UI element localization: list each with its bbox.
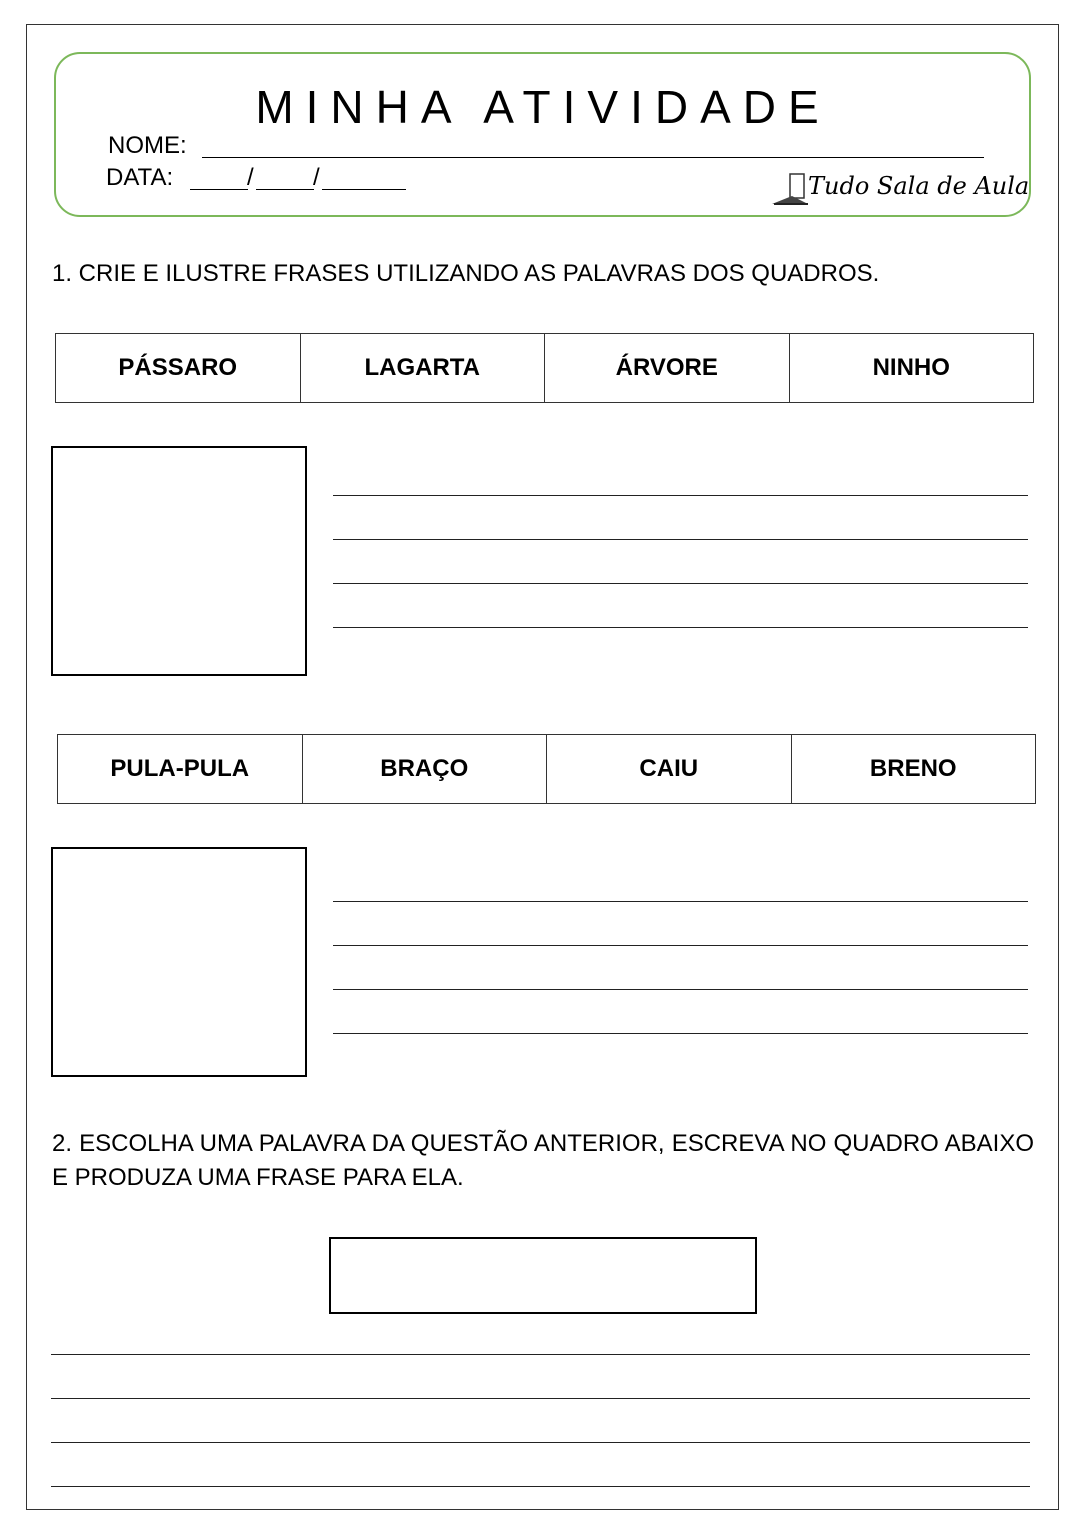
writing-line[interactable] bbox=[51, 1354, 1030, 1355]
book-icon bbox=[770, 170, 810, 208]
word-cell: CAIU bbox=[547, 735, 792, 804]
writing-line[interactable] bbox=[333, 495, 1028, 496]
word-table-1 bbox=[55, 333, 1034, 403]
date-year-field[interactable] bbox=[322, 189, 406, 190]
writing-line[interactable] bbox=[333, 1033, 1028, 1034]
writing-line[interactable] bbox=[333, 627, 1028, 628]
question-1-text: 1. CRIE E ILUSTRE FRASES UTILIZANDO AS PALAVRAS DOS QUADROS. bbox=[52, 260, 880, 287]
date-day-field[interactable] bbox=[190, 189, 248, 190]
drawing-box-2[interactable] bbox=[51, 847, 307, 1077]
word-table-2 bbox=[57, 734, 1036, 804]
writing-line[interactable] bbox=[51, 1398, 1030, 1399]
page-title: MINHA ATIVIDADE bbox=[255, 81, 831, 133]
word-cell: ÁRVORE bbox=[545, 334, 790, 403]
name-label: NOME: bbox=[108, 132, 187, 159]
date-month-field[interactable] bbox=[256, 189, 314, 190]
word-cell: PULA-PULA bbox=[58, 735, 303, 804]
word-cell: PÁSSARO bbox=[56, 334, 301, 403]
writing-line[interactable] bbox=[51, 1486, 1030, 1487]
writing-line[interactable] bbox=[333, 945, 1028, 946]
word-cell: NINHO bbox=[789, 334, 1034, 403]
date-slash: / bbox=[313, 164, 320, 191]
question-2-text: 2. ESCOLHA UMA PALAVRA DA QUESTÃO ANTERIOR, ESCREVA NO QUADRO ABAIXO E PRODUZA UMA FRASE PARA ELA. bbox=[52, 1130, 1034, 1191]
word-cell: LAGARTA bbox=[300, 334, 545, 403]
writing-line[interactable] bbox=[333, 901, 1028, 902]
writing-line[interactable] bbox=[333, 989, 1028, 990]
word-cell: BRENO bbox=[791, 735, 1036, 804]
logo-text: Tudo Sala de Aula bbox=[808, 172, 1030, 200]
name-field[interactable] bbox=[202, 157, 984, 158]
writing-line[interactable] bbox=[333, 539, 1028, 540]
drawing-box-1[interactable] bbox=[51, 446, 307, 676]
date-slash: / bbox=[247, 164, 254, 191]
writing-line[interactable] bbox=[333, 583, 1028, 584]
logo bbox=[770, 170, 1030, 210]
date-label: DATA: bbox=[106, 164, 174, 191]
writing-line[interactable] bbox=[51, 1442, 1030, 1443]
word-box[interactable] bbox=[329, 1237, 757, 1314]
word-cell: BRAÇO bbox=[302, 735, 547, 804]
